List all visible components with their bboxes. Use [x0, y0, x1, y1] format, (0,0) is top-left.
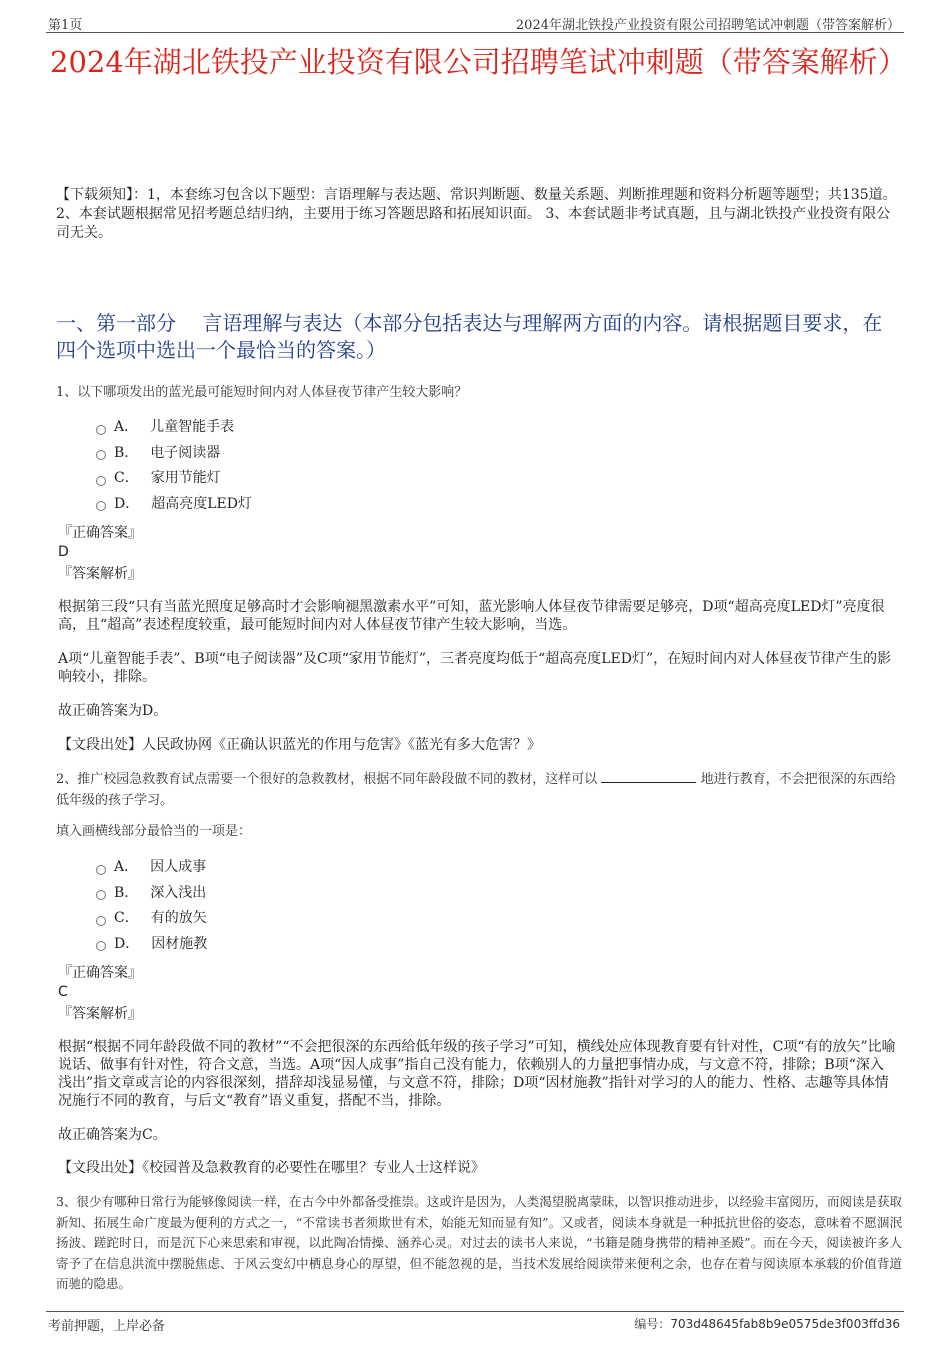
question-2-answer: C — [58, 984, 68, 1000]
radio-button[interactable] — [96, 425, 106, 435]
question-2-options — [96, 855, 207, 957]
question-3-stem: 3、很少有哪种日常行为能够像阅读一样，在古今中外都备受推崇。这或许是因为，人类渴望脱离蒙昧，以智识推动进步，以经验丰富阅历，而阅读是获取新知、拓展生命广度最为便利的方式之一，“不常读书者须欺世有术，始能无知而显有知”。又或者，阅读本身就是一种抵抗世俗的姿态，意味着不愿涸泯扬波、蹉跎时日，而是沉下心来思索和审视，以此陶冶情操、涵养心灵。对过去的读书人来说，“书籍是随身携带的精神圣殿”。而在今天，阅读被许多人寄予了在信息洪流中摆脱焦虑、于风云变幻中栖息身心的厚望，但不能忽视的是，当技术发展给阅读带来便利之余，也存在着与阅读原本承载的价值背道而驰的隐患。 — [56, 1194, 902, 1291]
question-1-analysis-1: 根据第三段“只有当蓝光照度足够高时才会影响褪黑激素水平”可知，蓝光影响人体昼夜节律需要足够亮，D项“超高亮度LED灯”亮度很高，且“超高”表述程度较重，最可能短时间内对人体昼夜节律产生较大影响，当选。 — [58, 599, 885, 633]
radio-button[interactable] — [96, 941, 106, 951]
question-1-stem: 1、以下哪项发出的蓝光最可能短时间内对人体昼夜节律产生较大影响？ — [56, 385, 468, 400]
page-header — [46, 12, 904, 33]
question-1-analysis-2: A项“儿童智能手表”、B项“电子阅读器”及C项“家用节能灯”，三者亮度均低于“超高亮度LED灯”，在短时间内对人体昼夜节律产生的影响较小，排除。 — [58, 651, 892, 685]
header-doc-title: 2024年湖北铁投产业投资有限公司招聘笔试冲刺题（带答案解析） — [515, 18, 900, 33]
question-1-option-c[interactable]: C． 家用节能灯 — [96, 466, 252, 492]
question-1-correct-label: 『正确答案』 — [58, 525, 142, 541]
section-heading: 一、第一部分 言语理解与表达（本部分包括表达与理解两方面的内容。请根据题目要求，在四个选项中选出一个最恰当的答案。） — [56, 311, 883, 362]
document-id: 编号：703d48645fab8b9e0575de3f003ffd36 — [634, 1317, 900, 1331]
question-2-option-d[interactable]: D． 因材施教 — [96, 932, 207, 958]
radio-button[interactable] — [96, 865, 106, 875]
document-title: 2024年湖北铁投产业投资有限公司招聘笔试冲刺题（带答案解析） — [50, 45, 907, 79]
question-2-stem: 2、推广校园急救教育试点需要一个很好的急救教材，根据不同年龄段做不同的教材，这样可以 地进行教育，不会把很深的东西给低年级的孩子学习。 — [56, 772, 896, 808]
question-1-option-a[interactable]: A． 儿童智能手表 — [96, 415, 252, 441]
question-2-correct-label: 『正确答案』 — [58, 965, 142, 981]
question-2-option-c[interactable]: C． 有的放矢 — [96, 906, 207, 932]
question-2-source: 【文段出处】《校园普及急救教育的必要性在哪里？专业人士这样说》 — [58, 1160, 485, 1176]
question-2-option-b[interactable]: B． 深入浅出 — [96, 881, 207, 907]
question-1-answer: D — [58, 544, 69, 560]
question-1-source: 【文段出处】人民政协网《正确认识蓝光的作用与危害》《蓝光有多大危害？》 — [58, 737, 541, 753]
question-1-options — [96, 415, 252, 517]
question-1-conclusion: 故正确答案为D。 — [58, 703, 168, 719]
question-1-option-d[interactable]: D． 超高亮度LED灯 — [96, 492, 252, 518]
question-1-option-b[interactable]: B． 电子阅读器 — [96, 441, 252, 467]
radio-button[interactable] — [96, 890, 106, 900]
footer-slogan: 考前押题，上岸必备 — [48, 1319, 166, 1334]
radio-button[interactable] — [96, 450, 106, 460]
page-number: 第1页 — [48, 18, 83, 33]
question-2-option-a[interactable]: A． 因人成事 — [96, 855, 207, 881]
question-2-analysis-label: 『答案解析』 — [58, 1006, 142, 1022]
radio-button[interactable] — [96, 476, 106, 486]
radio-button[interactable] — [96, 916, 106, 926]
download-notice: 【下载须知】：1，本套练习包含以下题型：言语理解与表达题、常识判断题、数量关系题、判断推理题和资料分析题等题型；共135道。 2、本套试题根据常见招考题总结归纳，主要用于练习答题思路和拓展知识面。 3、本套试题非考试真题，且与湖北铁投产业投资有限公司无关。 — [56, 187, 897, 241]
question-2-prompt: 填入画横线部分最恰当的一项是： — [56, 824, 252, 839]
question-1-analysis-label: 『答案解析』 — [58, 566, 142, 582]
question-2-analysis-1: 根据“根据不同年龄段做不同的教材”“不会把很深的东西给低年级的孩子学习”可知，横线处应体现教育要有针对性，C项“有的放矢”比喻说话、做事有针对性，符合文意，当选。A项“因人成事”指自己没有能力，依赖别人的力量把事情办成，与文意不符，排除；B项“深入浅出”指文章或言论的内容很深刻，措辞却浅显易懂，与文意不符，排除；D项“因材施教”指针对学习的人的能力、性格、志趣等具体情况施行不同的教育，与后文“教育”语义重复，搭配不当，排除。 — [58, 1039, 896, 1109]
radio-button[interactable] — [96, 501, 106, 511]
fill-blank — [601, 770, 696, 783]
question-2-conclusion: 故正确答案为C。 — [58, 1127, 167, 1143]
page-footer — [46, 1311, 904, 1332]
